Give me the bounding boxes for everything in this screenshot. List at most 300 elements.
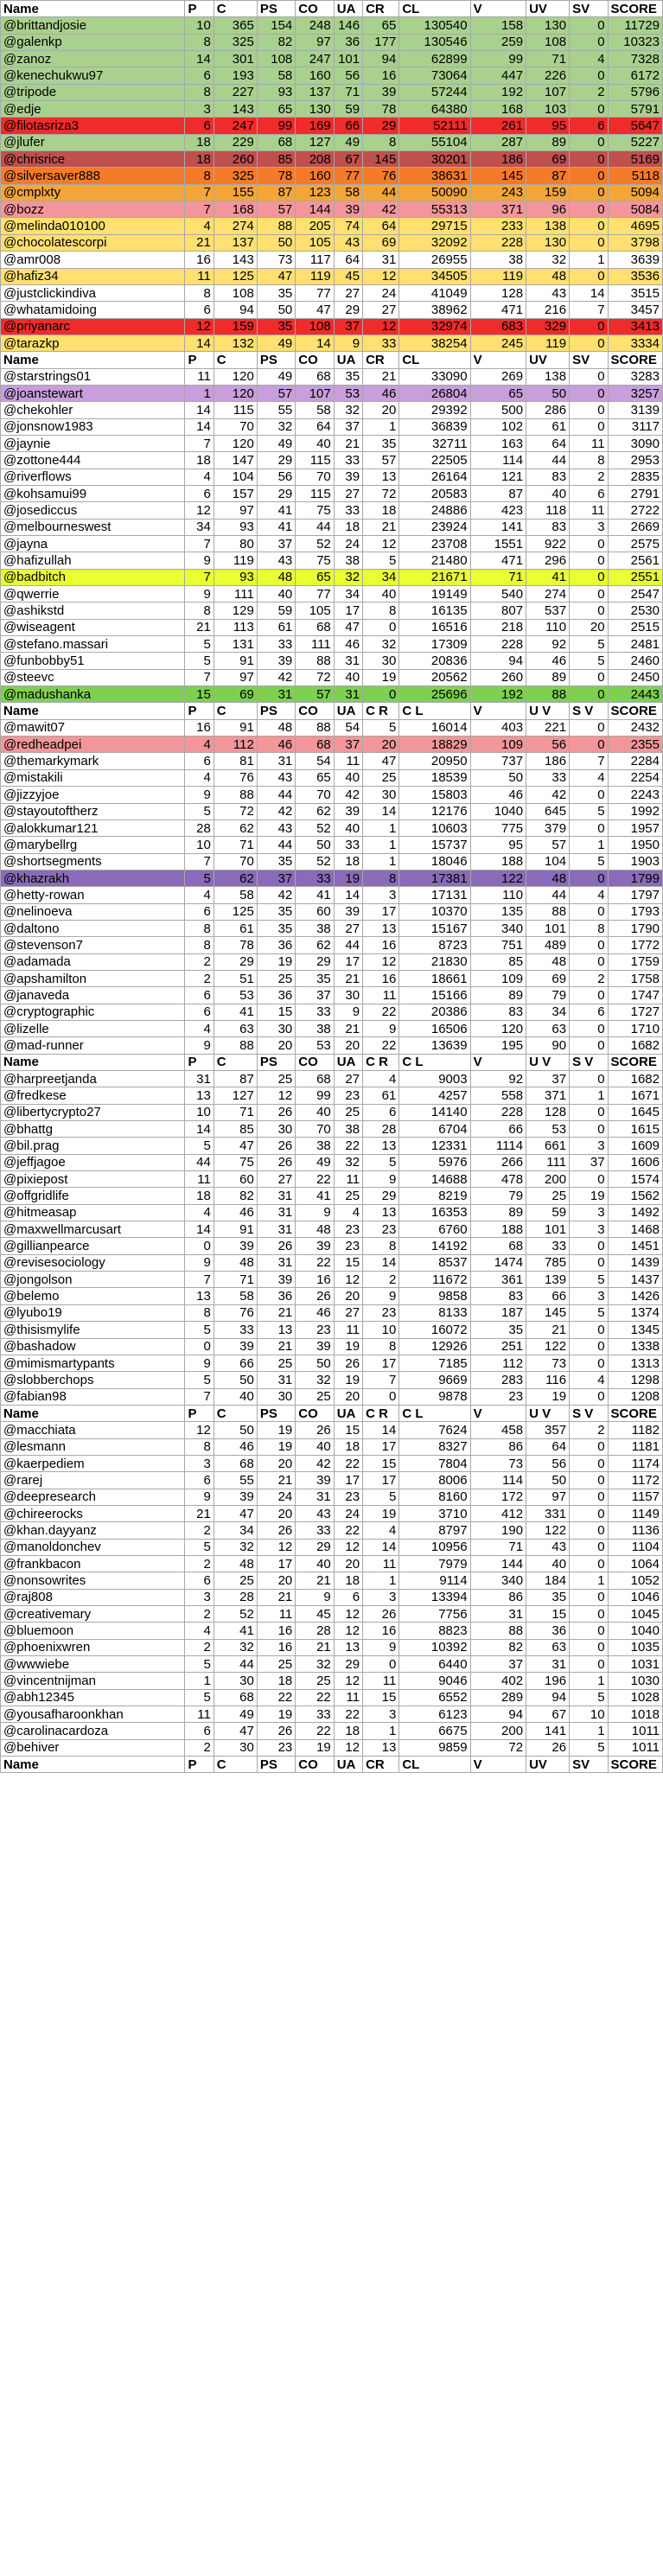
value-cell: 8: [185, 34, 214, 50]
table-row: [1, 1505, 663, 1521]
value-cell: 5: [570, 803, 608, 819]
value-cell: 58: [334, 184, 362, 201]
value-cell: 1: [570, 1087, 608, 1104]
value-cell: 9: [185, 1489, 214, 1505]
user-name-cell: @funbobby51: [1, 653, 185, 669]
value-cell: 34: [185, 519, 214, 535]
value-cell: 274: [526, 586, 570, 603]
user-name-cell: @slobberchops: [1, 1372, 185, 1388]
value-cell: 0: [570, 201, 608, 218]
table-row: [1, 1171, 663, 1188]
value-cell: 1045: [608, 1606, 662, 1623]
value-cell: 144: [470, 1555, 526, 1572]
value-cell: 40: [363, 586, 399, 603]
user-name-cell: @melbourneswest: [1, 519, 185, 535]
header-row: [1, 352, 663, 368]
value-cell: 16: [257, 1623, 295, 1639]
value-cell: 93: [214, 569, 257, 585]
column-header: S V: [570, 1405, 608, 1421]
value-cell: 66: [470, 1121, 526, 1138]
column-header: CR: [363, 352, 399, 368]
column-header: C R: [363, 1054, 399, 1070]
value-cell: 46: [214, 1438, 257, 1455]
value-cell: 168: [470, 101, 526, 118]
value-cell: 2: [185, 970, 214, 986]
value-cell: 14: [363, 1539, 399, 1555]
value-cell: 9: [185, 1037, 214, 1054]
value-cell: 0: [570, 987, 608, 1004]
value-cell: 261: [470, 118, 526, 134]
column-header: CL: [399, 352, 470, 368]
value-cell: 1772: [608, 937, 662, 953]
value-cell: 94: [470, 653, 526, 669]
table-row: [1, 469, 663, 485]
value-cell: 683: [470, 318, 526, 335]
value-cell: 48: [296, 1221, 334, 1238]
value-cell: 3413: [608, 318, 662, 335]
value-cell: 9858: [399, 1288, 470, 1304]
value-cell: 423: [470, 502, 526, 519]
value-cell: 72: [363, 485, 399, 501]
user-name-cell: @themarkymark: [1, 753, 185, 769]
value-cell: 71: [334, 84, 362, 100]
value-cell: 97: [296, 34, 334, 50]
value-cell: 245: [470, 335, 526, 351]
value-cell: 16014: [399, 719, 470, 736]
value-cell: 0: [570, 1522, 608, 1539]
value-cell: 22: [334, 1706, 362, 1723]
table-row: [1, 502, 663, 519]
value-cell: 115: [214, 402, 257, 418]
value-cell: 32: [257, 418, 295, 435]
value-cell: 340: [470, 1572, 526, 1589]
user-name-cell: @cmplxty: [1, 184, 185, 201]
value-cell: 11: [334, 753, 362, 769]
value-cell: 22: [363, 1004, 399, 1020]
user-name-cell: @kohsamui99: [1, 485, 185, 501]
table-row: [1, 67, 663, 84]
value-cell: 12: [257, 1539, 295, 1555]
value-cell: 7: [570, 302, 608, 318]
value-cell: 50: [257, 234, 295, 251]
value-cell: 0: [570, 151, 608, 168]
value-cell: 1606: [608, 1154, 662, 1170]
value-cell: 1793: [608, 903, 662, 920]
value-cell: 1992: [608, 803, 662, 819]
value-cell: 88: [257, 218, 295, 234]
value-cell: 47: [214, 1505, 257, 1521]
user-name-cell: @offgridlife: [1, 1188, 185, 1204]
value-cell: 0: [570, 1037, 608, 1054]
value-cell: 68: [296, 1071, 334, 1087]
value-cell: 71: [214, 837, 257, 853]
value-cell: 122: [470, 870, 526, 886]
user-name-cell: @zanoz: [1, 51, 185, 67]
value-cell: 18: [334, 1723, 362, 1739]
user-name-cell: @jayna: [1, 536, 185, 552]
table-row: [1, 686, 663, 703]
value-cell: 43: [526, 1539, 570, 1555]
value-cell: 35: [257, 318, 295, 335]
value-cell: 8: [185, 284, 214, 301]
value-cell: 11: [185, 1171, 214, 1188]
value-cell: 48: [526, 953, 570, 970]
value-cell: 81: [214, 753, 257, 769]
value-cell: 11: [363, 987, 399, 1004]
value-cell: 12: [257, 1087, 295, 1104]
value-cell: 130: [526, 17, 570, 34]
value-cell: 2791: [608, 485, 662, 501]
value-cell: 91: [214, 653, 257, 669]
user-name-cell: @belemo: [1, 1288, 185, 1304]
value-cell: 22: [296, 1254, 334, 1271]
value-cell: 24: [334, 1505, 362, 1521]
value-cell: 19: [257, 953, 295, 970]
value-cell: 40: [296, 1104, 334, 1120]
value-cell: 8: [185, 937, 214, 953]
value-cell: 21480: [399, 552, 470, 569]
table-row: [1, 569, 663, 585]
table-row: [1, 402, 663, 418]
value-cell: 2561: [608, 552, 662, 569]
value-cell: 6: [185, 485, 214, 501]
value-cell: 53: [334, 385, 362, 401]
value-cell: 79: [526, 987, 570, 1004]
value-cell: 2432: [608, 719, 662, 736]
value-cell: 7: [570, 753, 608, 769]
value-cell: 661: [526, 1138, 570, 1154]
value-cell: 15167: [399, 920, 470, 936]
value-cell: 3: [185, 1455, 214, 1471]
value-cell: 471: [470, 552, 526, 569]
value-cell: 37: [296, 987, 334, 1004]
value-cell: 8: [185, 168, 214, 184]
value-cell: 9859: [399, 1739, 470, 1756]
table-row: [1, 552, 663, 569]
value-cell: 66: [334, 118, 362, 134]
value-cell: 22: [296, 1171, 334, 1188]
user-name-cell: @rarej: [1, 1472, 185, 1489]
column-header: S V: [570, 1054, 608, 1070]
value-cell: 11: [363, 1673, 399, 1689]
value-cell: 94: [214, 302, 257, 318]
value-cell: 7979: [399, 1555, 470, 1572]
user-name-cell: @kenechukwu97: [1, 67, 185, 84]
value-cell: 22: [334, 1138, 362, 1154]
user-name-cell: @wiseagent: [1, 619, 185, 635]
user-name-cell: @yousafharoonkhan: [1, 1706, 185, 1723]
value-cell: 228: [470, 636, 526, 653]
value-cell: 8133: [399, 1304, 470, 1321]
value-cell: 35: [363, 435, 399, 451]
value-cell: 17131: [399, 887, 470, 903]
value-cell: 2722: [608, 502, 662, 519]
value-cell: 260: [214, 151, 257, 168]
value-cell: 18: [334, 1438, 362, 1455]
value-cell: 32: [214, 1639, 257, 1655]
leaderboard-body: [1, 1, 663, 1773]
column-header: U V: [526, 1405, 570, 1421]
value-cell: 22: [296, 1689, 334, 1706]
value-cell: 0: [570, 1489, 608, 1505]
value-cell: 141: [526, 1723, 570, 1739]
user-name-cell: @jaynie: [1, 435, 185, 451]
user-name-cell: @mawit07: [1, 719, 185, 736]
table-row: [1, 1238, 663, 1254]
value-cell: 65: [470, 385, 526, 401]
user-name-cell: @jonsnow1983: [1, 418, 185, 435]
value-cell: 6552: [399, 1689, 470, 1706]
table-row: [1, 803, 663, 819]
value-cell: 2: [363, 1272, 399, 1288]
value-cell: 226: [526, 67, 570, 84]
value-cell: 25: [257, 1656, 295, 1673]
value-cell: 289: [470, 1689, 526, 1706]
value-cell: 97: [214, 502, 257, 519]
value-cell: 39: [296, 1238, 334, 1254]
value-cell: 42: [526, 787, 570, 803]
value-cell: 57244: [399, 84, 470, 100]
value-cell: 38: [296, 1138, 334, 1154]
value-cell: 21: [363, 368, 399, 385]
value-cell: 0: [570, 870, 608, 886]
value-cell: 120: [214, 368, 257, 385]
value-cell: 43: [257, 819, 295, 836]
value-cell: 130540: [399, 17, 470, 34]
value-cell: 39: [334, 469, 362, 485]
value-cell: 40: [334, 819, 362, 836]
value-cell: 21: [334, 435, 362, 451]
value-cell: 0: [363, 619, 399, 635]
value-cell: 0: [570, 1020, 608, 1036]
value-cell: 20950: [399, 753, 470, 769]
value-cell: 26955: [399, 252, 470, 268]
user-name-cell: @janaveda: [1, 987, 185, 1004]
table-row: [1, 1138, 663, 1154]
value-cell: 6: [570, 485, 608, 501]
user-name-cell: @kaerpediem: [1, 1455, 185, 1471]
value-cell: 500: [470, 402, 526, 418]
value-cell: 12: [334, 1739, 362, 1756]
table-row: [1, 1254, 663, 1271]
value-cell: 8: [185, 1438, 214, 1455]
value-cell: 0: [570, 1539, 608, 1555]
value-cell: 5: [570, 853, 608, 870]
value-cell: 0: [570, 736, 608, 753]
value-cell: 35: [257, 853, 295, 870]
column-header: CR: [363, 1, 399, 17]
value-cell: 97: [214, 669, 257, 685]
value-cell: 71: [470, 569, 526, 585]
table-row: [1, 1606, 663, 1623]
value-cell: 0: [570, 1656, 608, 1673]
value-cell: 13: [363, 920, 399, 936]
value-cell: 15803: [399, 787, 470, 803]
value-cell: 49: [257, 368, 295, 385]
value-cell: 361: [470, 1272, 526, 1288]
user-name-cell: @tarazkp: [1, 335, 185, 351]
value-cell: 1474: [470, 1254, 526, 1271]
value-cell: 10: [363, 1322, 399, 1338]
value-cell: 1174: [608, 1455, 662, 1471]
value-cell: 5: [363, 1489, 399, 1505]
table-row: [1, 151, 663, 168]
value-cell: 39: [214, 1338, 257, 1355]
value-cell: 5: [185, 1372, 214, 1388]
column-header: V: [470, 1757, 526, 1773]
table-row: [1, 435, 663, 451]
value-cell: 9: [296, 1589, 334, 1605]
column-header: Name: [1, 1757, 185, 1773]
column-header: PS: [257, 1405, 295, 1421]
column-header: Name: [1, 703, 185, 719]
value-cell: 99: [257, 118, 295, 134]
value-cell: 7: [185, 569, 214, 585]
value-cell: 55313: [399, 201, 470, 218]
value-cell: 66: [214, 1355, 257, 1371]
value-cell: 63: [526, 1020, 570, 1036]
table-row: [1, 970, 663, 986]
value-cell: 20562: [399, 669, 470, 685]
value-cell: 10323: [608, 34, 662, 50]
value-cell: 23: [334, 1489, 362, 1505]
table-row: [1, 1656, 663, 1673]
value-cell: 2551: [608, 569, 662, 585]
value-cell: 47: [214, 1723, 257, 1739]
value-cell: 56: [526, 736, 570, 753]
value-cell: 26: [257, 1138, 295, 1154]
column-header: C: [214, 1757, 257, 1773]
value-cell: 87: [470, 485, 526, 501]
value-cell: 143: [214, 101, 257, 118]
value-cell: 13: [363, 469, 399, 485]
value-cell: 77: [296, 586, 334, 603]
value-cell: 112: [214, 736, 257, 753]
table-row: [1, 719, 663, 736]
value-cell: 3: [363, 1706, 399, 1723]
value-cell: 9878: [399, 1388, 470, 1405]
value-cell: 41: [296, 887, 334, 903]
value-cell: 62: [214, 870, 257, 886]
value-cell: 40: [214, 1388, 257, 1405]
value-cell: 155: [214, 184, 257, 201]
value-cell: 39: [214, 1489, 257, 1505]
value-cell: 9: [363, 1020, 399, 1036]
value-cell: 3: [185, 101, 214, 118]
value-cell: 5: [185, 1539, 214, 1555]
value-cell: 365: [214, 17, 257, 34]
value-cell: 19: [363, 1505, 399, 1521]
value-cell: 48: [257, 719, 295, 736]
column-header: V: [470, 1405, 526, 1421]
value-cell: 402: [470, 1673, 526, 1689]
value-cell: 71: [214, 1272, 257, 1288]
value-cell: 21671: [399, 569, 470, 585]
value-cell: 159: [526, 184, 570, 201]
table-row: [1, 1154, 663, 1170]
value-cell: 7: [185, 853, 214, 870]
value-cell: 19: [334, 1372, 362, 1388]
value-cell: 34: [526, 1004, 570, 1020]
value-cell: 8: [363, 1238, 399, 1254]
value-cell: 101: [526, 1221, 570, 1238]
value-cell: 1030: [608, 1673, 662, 1689]
value-cell: 16: [185, 252, 214, 268]
value-cell: 6: [185, 1004, 214, 1020]
value-cell: 26: [257, 1104, 295, 1120]
value-cell: 4: [363, 1522, 399, 1539]
value-cell: 64: [296, 418, 334, 435]
value-cell: 5: [185, 803, 214, 819]
value-cell: 49: [214, 1706, 257, 1723]
column-header: SV: [570, 1, 608, 17]
value-cell: 0: [570, 418, 608, 435]
column-header: CO: [296, 1405, 334, 1421]
column-header: C L: [399, 1405, 470, 1421]
value-cell: 20583: [399, 485, 470, 501]
value-cell: 25: [526, 1188, 570, 1204]
value-cell: 19: [363, 669, 399, 685]
column-header: UA: [334, 1, 362, 17]
value-cell: 32: [526, 252, 570, 268]
user-name-cell: @macchiata: [1, 1422, 185, 1438]
table-row: [1, 1355, 663, 1371]
value-cell: 3: [570, 519, 608, 535]
value-cell: 26: [257, 1154, 295, 1170]
value-cell: 4: [185, 218, 214, 234]
value-cell: 3: [570, 1138, 608, 1154]
value-cell: 27: [257, 1171, 295, 1188]
value-cell: 83: [470, 1288, 526, 1304]
value-cell: 6172: [608, 67, 662, 84]
value-cell: 41: [257, 519, 295, 535]
value-cell: 4: [185, 1204, 214, 1221]
value-cell: 16353: [399, 1204, 470, 1221]
value-cell: 186: [526, 753, 570, 769]
value-cell: 46: [334, 636, 362, 653]
value-cell: 11: [257, 1606, 295, 1623]
value-cell: 17: [363, 903, 399, 920]
value-cell: 33: [296, 1706, 334, 1723]
value-cell: 16: [185, 719, 214, 736]
value-cell: 7804: [399, 1455, 470, 1471]
value-cell: 31: [257, 1204, 295, 1221]
value-cell: 21: [185, 234, 214, 251]
value-cell: 0: [570, 335, 608, 351]
value-cell: 31: [470, 1606, 526, 1623]
value-cell: 0: [570, 1505, 608, 1521]
value-cell: 8: [185, 603, 214, 619]
user-name-cell: @brittandjosie: [1, 17, 185, 34]
value-cell: 61: [257, 619, 295, 635]
value-cell: 35: [296, 970, 334, 986]
value-cell: 55: [214, 1472, 257, 1489]
value-cell: 46: [363, 385, 399, 401]
value-cell: 38254: [399, 335, 470, 351]
value-cell: 92: [470, 1071, 526, 1087]
table-row: [1, 118, 663, 134]
value-cell: 1682: [608, 1071, 662, 1087]
value-cell: 44: [363, 184, 399, 201]
value-cell: 751: [470, 937, 526, 953]
value-cell: 114: [470, 452, 526, 469]
value-cell: 68: [214, 1689, 257, 1706]
value-cell: 1615: [608, 1121, 662, 1138]
value-cell: 26: [257, 1723, 295, 1739]
value-cell: 46: [470, 787, 526, 803]
value-cell: 3: [570, 1288, 608, 1304]
table-row: [1, 1689, 663, 1706]
